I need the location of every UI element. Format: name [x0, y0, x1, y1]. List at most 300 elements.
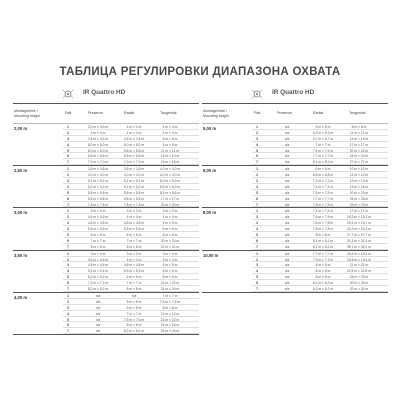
tangential-cell: 19,1 m × 19,1 m [347, 221, 371, 226]
presence-cell: 3 m × 3 m [90, 251, 106, 256]
coverage-table-left [13, 84, 199, 335]
patt-cell: 1 [67, 125, 69, 129]
presence-cell: 3,8 m × 3,8 m [87, 167, 109, 172]
presence-cell: n/a [284, 215, 290, 220]
radial-cell: 5,1 m × 5,1 m [123, 179, 145, 184]
patt-cell: 2 [256, 173, 258, 178]
presence-cell: n/a [284, 233, 290, 238]
tangential-cell: 32 m × 32 m [349, 287, 369, 292]
patt-cell: 6 [256, 238, 258, 243]
patt-cell: 6 [67, 238, 69, 243]
presence-cell: n/a [284, 227, 290, 232]
presence-cell: n/a [284, 160, 290, 165]
coverage-table-right [202, 84, 388, 293]
patt-cell: 4 [67, 227, 69, 232]
radial-cell: 8 m × 8 m [126, 244, 142, 249]
radial-cell: 6,8 m × 6,8 m [123, 196, 145, 201]
tangential-cell: 8 m × 8 m [162, 305, 178, 310]
radial-cell: 6 m × 6 m [126, 275, 142, 280]
tangential-cell: 5 m × 5 m [162, 221, 178, 226]
presence-cell: n/a [284, 154, 290, 159]
patt-cell: 3 [256, 221, 258, 226]
patt-cell: 2 [67, 130, 69, 135]
tangential-cell: 27 m × 27 m [349, 160, 369, 165]
presence-cell: 6,8 m × 6,8 m [87, 154, 109, 159]
tangential-cell: 18,3 m × 18,3 m [347, 215, 371, 220]
patt-cell: 3 [256, 263, 258, 268]
presence-cell: n/a [284, 238, 290, 243]
radial-cell: 6 m × 6 m [126, 233, 142, 238]
tangential-cell: 27,7 m × 27,7 m [347, 233, 371, 238]
presence-cell: 6,2 m × 6,2 m [87, 275, 109, 280]
radial-cell: 7,9 m × 7,9 m [312, 257, 334, 262]
tangential-cell: 5,0 m × 5,0 m [159, 179, 181, 184]
column-mounting-height: Montagehöhe / Mounting height [203, 109, 229, 118]
radial-cell: 4 m × 4 m [126, 125, 142, 129]
column-mounting-height: Montagehöhe / Mounting height [14, 109, 40, 118]
patt-cell: 1 [67, 251, 69, 256]
tangential-cell: 16 m × 16 m [160, 160, 180, 165]
radial-cell: 7 m × 7 m [315, 142, 331, 147]
presence-cell: n/a [284, 142, 290, 147]
patt-cell: 1 [256, 209, 258, 214]
patt-cell: 6 [256, 154, 258, 159]
radial-cell: 7,5 m × 7,5 m [123, 317, 145, 322]
radial-cell: 7,8 m × 7,8 m [312, 202, 334, 207]
tangential-cell: 17 m × 17 m [349, 142, 369, 147]
presence-cell: n/a [284, 275, 290, 280]
height-group [13, 208, 199, 250]
patt-cell: 4 [256, 142, 258, 147]
patt-cell: 3 [67, 179, 69, 184]
patt-cell: 7 [256, 287, 258, 292]
patt-cell: 3 [256, 179, 258, 184]
patt-cell: 5 [67, 275, 69, 280]
sensor-icon [250, 87, 264, 101]
presence-cell: 7,0 m × 7,0 m [87, 160, 109, 165]
presence-cell: n/a [95, 323, 101, 328]
presence-cell: 5,0 m × 5,0 m [87, 142, 109, 147]
patt-cell: 4 [67, 269, 69, 274]
presence-cell: n/a [95, 293, 101, 298]
column-presence: Presence [277, 111, 293, 115]
patt-cell: 4 [256, 184, 258, 189]
presence-cell: 7,8 m × 7,8 m [87, 202, 109, 207]
patt-cell: 2 [67, 215, 69, 220]
tangential-cell: 21 m × 21 m [349, 263, 369, 268]
tangential-cell: 5 m × 5 m [162, 263, 178, 268]
presence-cell: n/a [284, 167, 290, 172]
presence-cell: n/a [284, 281, 290, 286]
presence-cell: 8,2 m × 8,2 m [87, 287, 109, 292]
mounting-height-label: 8,00 m [203, 210, 217, 216]
radial-cell: 6,7 m × 6,7 m [312, 136, 334, 141]
patt-cell: 3 [256, 136, 258, 141]
radial-cell: 7,0 m × 7,0 m [123, 160, 145, 165]
table-row [202, 244, 388, 250]
patt-cell: 7 [256, 244, 258, 249]
tangential-cell: 25 m × 25 m [349, 275, 369, 280]
tangential-cell: 6 m × 6 m [162, 227, 178, 232]
presence-cell: 5,1 m × 5,1 m [87, 179, 109, 184]
presence-cell: 4,8 m × 4,8 m [87, 263, 109, 268]
patt-cell: 5 [256, 190, 258, 195]
radial-cell: 3,8 m × 3,8 m [123, 167, 145, 172]
radial-cell: 6,8 m × 6,8 m [123, 154, 145, 159]
presence-cell: 3 m × 3 m [90, 209, 106, 214]
presence-cell: n/a [284, 190, 290, 195]
column-patt: Patt [254, 111, 261, 115]
patt-cell: 5 [67, 148, 69, 153]
tangential-cell: 20 m × 20 m [160, 202, 180, 207]
tangential-cell: 16 m × 16 m [349, 184, 369, 189]
tangential-cell: 22 m × 22 m [160, 281, 180, 286]
presence-cell: 4 m × 4 m [90, 130, 106, 135]
radial-cell: 8 m × 8 m [315, 275, 331, 280]
patt-cell: 1 [67, 167, 69, 172]
tangential-cell: 14 m × 14 m [349, 136, 369, 141]
patt-cell: 7 [67, 329, 69, 334]
table-row [13, 328, 199, 334]
patt-cell: 1 [67, 293, 69, 298]
tangential-cell: 4,0 m × 4,0 m [159, 173, 181, 178]
presence-cell: n/a [284, 202, 290, 207]
table-row [13, 286, 199, 292]
radial-cell: 7,7 m × 7,7 m [312, 154, 334, 159]
tangential-cell: 8 m × 8 m [162, 233, 178, 238]
tangential-cell: 26 m × 26 m [349, 196, 369, 201]
presence-cell: 5,2 m × 5,2 m [87, 184, 109, 189]
radial-cell: 8 m × 8 m [315, 263, 331, 268]
radial-cell: 7 m × 7 m [126, 311, 142, 316]
patt-cell: 6 [256, 196, 258, 201]
presence-cell: 5,8 m × 5,8 m [87, 190, 109, 195]
tangential-cell: 8,5 m × 8,5 m [159, 190, 181, 195]
height-group [202, 251, 388, 293]
column-radial: Radial [313, 111, 324, 115]
tangential-cell: 29 m × 29 m [349, 202, 369, 207]
tangential-cell: 4 m × 4 m [162, 215, 178, 220]
tangential-cell: 18,4 m × 18,4 m [347, 251, 371, 256]
patt-cell: 1 [67, 209, 69, 214]
presence-cell: n/a [284, 184, 290, 189]
patt-cell: 2 [256, 257, 258, 262]
tangential-cell: 4 m × 4 m [162, 130, 178, 135]
radial-cell: 8 m × 8 m [126, 287, 142, 292]
presence-cell: n/a [284, 125, 290, 129]
patt-cell: 5 [256, 233, 258, 238]
radial-cell: 7 m × 7 m [126, 238, 142, 243]
tangential-cell: 13 m × 13 m [349, 179, 369, 184]
patt-cell: 6 [67, 281, 69, 286]
presence-cell: 7,2 m × 7,2 m [87, 281, 109, 286]
radial-cell: 7,7 m × 7,7 m [312, 251, 334, 256]
radial-cell: 7,4 m × 7,4 m [312, 184, 334, 189]
tangential-cell: 22 m × 22 m [160, 244, 180, 249]
patt-cell: 3 [67, 305, 69, 310]
presence-cell: n/a [95, 299, 101, 304]
mounting-height-label: 3,50 m [14, 252, 28, 258]
presence-cell: n/a [284, 221, 290, 226]
product-name: IR Quattro HD [272, 89, 315, 96]
presence-cell: 4,6 m × 4,6 m [87, 215, 109, 220]
patt-cell: 3 [67, 221, 69, 226]
patt-cell: 5 [67, 317, 69, 322]
patt-cell: 7 [256, 202, 258, 207]
presence-cell: n/a [95, 305, 101, 310]
patt-cell: 2 [67, 173, 69, 178]
radial-cell: 4 m × 4 m [126, 130, 142, 135]
radial-cell: 8,1 m × 8,1 m [312, 160, 334, 165]
tangential-cell: 17 m × 17 m [349, 209, 369, 214]
panel-header [13, 84, 199, 104]
tangential-cell: 24 m × 24 m [160, 329, 180, 334]
sensor-icon [61, 87, 75, 101]
tangential-cell: 30 m × 30 m [349, 281, 369, 286]
radial-cell: 4,8 m × 4,8 m [123, 221, 145, 226]
radial-cell: 5 m × 5 m [315, 125, 331, 129]
presence-cell: n/a [284, 148, 290, 153]
tangential-cell: 4 m × 4 m [162, 125, 178, 129]
height-group [202, 166, 388, 208]
table-row [13, 159, 199, 165]
patt-cell: 2 [67, 299, 69, 304]
presence-cell: 4,8 m × 4,8 m [87, 221, 109, 226]
presence-cell: n/a [284, 196, 290, 201]
radial-cell: 7,8 m × 7,8 m [123, 202, 145, 207]
presence-cell: n/a [284, 209, 290, 214]
presence-cell: n/a [95, 329, 101, 334]
product-name: IR Quattro HD [83, 89, 126, 96]
presence-cell: 4,0 m × 4,0 m [87, 173, 109, 178]
radial-cell: 7,4 m × 7,4 m [312, 148, 334, 153]
table-row [202, 159, 388, 165]
tangential-cell: 22,3 m × 22,3 m [347, 227, 371, 232]
table-row [13, 244, 199, 250]
presence-cell: n/a [284, 136, 290, 141]
tangential-cell: 7 m × 7 m [162, 293, 178, 298]
column-header-row [202, 104, 388, 124]
presence-cell: n/a [284, 257, 290, 262]
height-group [202, 208, 388, 250]
tangential-cell: 4 m × 4 m [162, 257, 178, 262]
column-radial: Radial [124, 111, 135, 115]
height-group [13, 251, 199, 293]
presence-cell: n/a [95, 317, 101, 322]
patt-cell: 4 [67, 142, 69, 147]
patt-cell: 5 [256, 148, 258, 153]
patt-cell: 2 [256, 215, 258, 220]
presence-cell: 4,5 m × 4,5 m [87, 136, 109, 141]
mounting-height-label: 10,00 m [203, 252, 219, 258]
radial-cell: 5,8 m × 5,8 m [123, 148, 145, 153]
radial-cell: 7,8 m × 7,8 m [312, 221, 334, 226]
mounting-height-label: 2,00 m [14, 126, 28, 131]
radial-cell: n/a [131, 293, 137, 298]
patt-cell: 4 [67, 184, 69, 189]
tangential-cell: 12 m × 12 m [160, 311, 180, 316]
radial-cell: 7,5 m × 7,5 m [312, 190, 334, 195]
radial-cell: 6 m × 6 m [315, 167, 331, 172]
patt-cell: 6 [256, 281, 258, 286]
patt-cell: 1 [256, 251, 258, 256]
column-header-row [13, 104, 199, 124]
presence-cell: n/a [284, 130, 290, 135]
presence-cell: 5,5 m × 5,5 m [87, 227, 109, 232]
radial-cell: 8,2 m × 8,2 m [312, 281, 334, 286]
page-title: ТАБЛИЦА РЕГУЛИРОВКИ ДИАПАЗОНА ОХВАТА [59, 66, 341, 78]
radial-cell: 5,5 m × 5,5 m [123, 227, 145, 232]
mounting-height-label: 2,50 m [14, 168, 28, 174]
presence-cell: 6,8 m × 6,8 m [87, 196, 109, 201]
height-group [13, 293, 199, 335]
tangential-cell: 22,5 m × 22,5 m [347, 269, 371, 274]
presence-cell: n/a [284, 251, 290, 256]
presence-cell: 3,0 m × 3,0 m [87, 125, 109, 129]
radial-cell: 6 m × 6 m [126, 305, 142, 310]
tangential-cell: 5 m × 5 m [162, 136, 178, 141]
patt-cell: 1 [256, 125, 258, 129]
patt-cell: 2 [256, 130, 258, 135]
radial-cell: 3 m × 3 m [126, 209, 142, 214]
presence-cell: 7 m × 7 m [90, 238, 106, 243]
radial-cell: 5,0 m × 5,0 m [123, 142, 145, 147]
tangential-cell: 24 m × 24 m [160, 323, 180, 328]
presence-cell: n/a [284, 173, 290, 178]
radial-cell: 4 m × 4 m [126, 257, 142, 262]
radial-cell: 5 m × 5 m [126, 299, 142, 304]
patt-cell: 3 [67, 136, 69, 141]
tangential-cell: 6 m × 6 m [162, 142, 178, 147]
tangential-cell: 6,0 m × 6,0 m [159, 184, 181, 189]
tangential-cell: 20 m × 20 m [349, 148, 369, 153]
panel-header [202, 84, 388, 104]
column-presence: Presence [88, 111, 104, 115]
tangential-cell: 11 m × 11 m [350, 130, 368, 135]
radial-cell: 8,2 m × 8,2 m [312, 244, 334, 249]
height-group [13, 124, 199, 166]
presence-cell: n/a [284, 179, 290, 184]
radial-cell: 8 m × 8 m [315, 233, 331, 238]
radial-cell: 4,8 m × 4,8 m [123, 263, 145, 268]
presence-cell: 6 m × 6 m [90, 233, 106, 238]
presence-cell: 8 m × 8 m [90, 244, 106, 249]
radial-cell: 5,8 m × 5,8 m [123, 190, 145, 195]
patt-cell: 5 [256, 275, 258, 280]
mounting-height-label: 4,00 m [14, 294, 28, 300]
radial-cell: 7 m × 7 m [126, 281, 142, 286]
tangential-cell: 11 m × 11 m [161, 148, 179, 153]
tangential-cell: 3 m × 3 m [162, 251, 178, 256]
presence-cell: n/a [284, 263, 290, 268]
tangential-cell: 35,1 m × 35,1 m [347, 244, 371, 249]
patt-cell: 5 [67, 190, 69, 195]
presence-cell: 4,6 m × 4,6 m [87, 257, 109, 262]
tangential-cell: 13 m × 13 m [160, 154, 180, 159]
tangential-cell: 20 m × 20 m [349, 190, 369, 195]
radial-cell: 5,5 m × 5,5 m [123, 269, 145, 274]
patt-cell: 6 [67, 323, 69, 328]
mounting-height-label: 5,00 m [203, 126, 217, 131]
presence-cell: 5,4 m × 5,4 m [87, 269, 109, 274]
mounting-height-label: 6,00 m [203, 168, 217, 174]
radial-cell: 7,4 m × 7,4 m [312, 209, 334, 214]
patt-cell: 7 [67, 160, 69, 165]
radial-cell: 7,7 m × 7,7 m [312, 196, 334, 201]
mounting-height-label: 3,00 m [14, 210, 28, 216]
tangential-cell: 6 m × 6 m [162, 269, 178, 274]
tangential-cell: 7,5 m × 7,5 m [159, 299, 181, 304]
patt-cell: 7 [256, 160, 258, 165]
radial-cell: 8,2 m × 8,2 m [312, 287, 334, 292]
radial-cell: 4 m × 4 m [126, 215, 142, 220]
tangential-cell: 3 m × 3 m [162, 209, 178, 214]
patt-cell: 7 [67, 287, 69, 292]
tangential-cell: 20 m × 20 m [160, 238, 180, 243]
radial-cell: 6,3 m × 6,3 m [312, 130, 334, 135]
tangential-cell: 12 m × 12 m [349, 173, 369, 178]
radial-cell: 7,6 m × 7,6 m [312, 215, 334, 220]
height-group [202, 124, 388, 166]
radial-cell: 5,2 m × 5,2 m [123, 184, 145, 189]
patt-cell: 3 [67, 263, 69, 268]
patt-cell: 7 [67, 244, 69, 249]
radial-cell: 7,8 m × 7,8 m [312, 227, 334, 232]
patt-cell: 6 [67, 154, 69, 159]
patt-cell: 2 [67, 257, 69, 262]
patt-cell: 6 [67, 196, 69, 201]
tangential-cell: 10 m × 10 m [349, 167, 369, 172]
table-row [202, 202, 388, 208]
radial-cell: 4,5 m × 4,5 m [123, 136, 145, 141]
height-group [13, 166, 199, 208]
table-row [202, 286, 388, 292]
tangential-cell: 8 m × 8 m [351, 125, 367, 129]
patt-cell: 4 [256, 269, 258, 274]
radial-cell: 8 m × 8 m [126, 323, 142, 328]
tangential-cell: 22 m × 22 m [160, 317, 180, 322]
presence-cell: n/a [95, 311, 101, 316]
tangential-cell: 31,5 m × 31,5 m [347, 238, 371, 243]
presence-cell: n/a [284, 287, 290, 292]
tangential-cell: 4,0 m × 4,0 m [159, 167, 181, 172]
radial-cell: 6,8 m × 6,8 m [312, 173, 334, 178]
radial-cell: 8 m × 8 m [315, 269, 331, 274]
radial-cell: 8,1 m × 8,1 m [312, 238, 334, 243]
patt-cell: 4 [67, 311, 69, 316]
radial-cell: 8,2 m × 8,2 m [123, 329, 145, 334]
patt-cell: 5 [67, 233, 69, 238]
tangential-cell: 19,6 m × 19,6 m [347, 257, 371, 262]
presence-cell: n/a [284, 244, 290, 249]
patt-cell: 4 [256, 227, 258, 232]
tangential-cell: 24 m × 24 m [160, 287, 180, 292]
patt-cell: 7 [67, 202, 69, 207]
tangential-cell: 24 m × 24 m [349, 154, 369, 159]
presence-cell: n/a [284, 269, 290, 274]
radial-cell: 3 m × 3 m [126, 251, 142, 256]
radial-cell: 4,0 m × 4,0 m [123, 173, 145, 178]
column-tangential: Tangential [160, 111, 177, 115]
table-row [13, 202, 199, 208]
patt-cell: 1 [256, 167, 258, 172]
radial-cell: 7,2 m × 7,2 m [312, 179, 334, 184]
column-tangential: Tangential [349, 111, 366, 115]
tangential-cell: 8 m × 8 m [162, 275, 178, 280]
tangential-cell: 17 m × 17 m [160, 196, 180, 201]
column-patt: Patt [65, 111, 72, 115]
presence-cell: 6,0 m × 6,0 m [87, 148, 109, 153]
